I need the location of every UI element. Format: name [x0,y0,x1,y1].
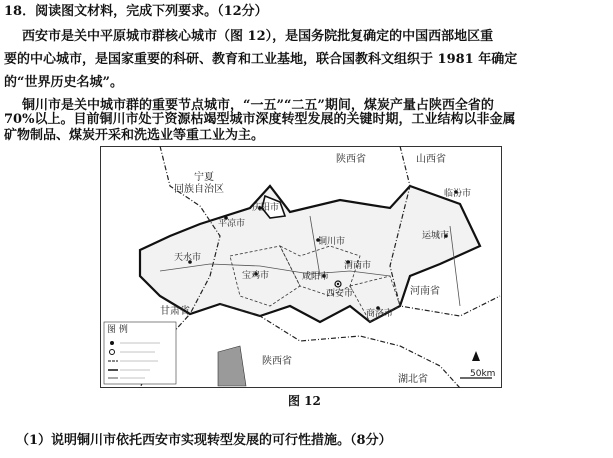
city-label: 平凉市 [218,219,246,229]
paragraph2-line1: 铜川市是关中城市群的重要节点城市，“一五”“二五”期间，煤炭产量占陕西全省的 [22,98,494,113]
city-label: 临汾市 [444,189,472,199]
question-header: 18．阅读图文材料，完成下列要求。（12分） [4,4,268,19]
province-label: 宁夏 [194,172,214,183]
province-label: 甘肃省 [160,306,190,317]
scale-label: 50km [470,369,496,379]
paragraph2-line2: 70%以上。目前铜川市处于资源枯竭型城市深度转型发展的关键时期，工业结构以非金属 [4,112,516,127]
city-label: 运城市 [422,231,450,241]
paragraph1-line3: 的“世界历史名城”。 [4,75,123,90]
city-label: 西安市 [326,289,354,299]
city-label: 天水市 [174,253,202,263]
paragraph1-line1: 西安市是关中平原城市群核心城市（图 12），是国务院批复确定的中国西部地区重 [22,29,494,44]
legend-title: 图 例 [107,325,128,335]
province-label: 陕西省 [262,356,292,367]
province-label: 河南省 [410,286,440,297]
paragraph1-line2: 要的中心城市，是国家重要的科研、教育和工业基地，联合国教科文组织于 1981 年确定 [4,52,518,67]
city-label: 商洛市 [366,309,394,319]
city-label: 庆阳市 [252,203,280,213]
figure-caption: 图 12 [288,394,321,408]
region-map [100,146,502,388]
province-label: 湖北省 [398,374,428,385]
city-label: 渭南市 [344,261,372,271]
sub-question: （1）说明铜川市依托西安市实现转型发展的可行性措施。（8分） [16,433,392,448]
city-label: 宝鸡市 [242,271,270,281]
paragraph2-line3: 矿物制品、煤炭开采和洗选业等重工业为主。 [4,128,265,143]
province-label: 陕西省 [336,154,366,165]
city-label: 咸阳市 [302,272,330,282]
city-label: 铜川市 [318,237,346,247]
province-label: 回族自治区 [174,184,224,195]
province-label: 山西省 [416,154,446,165]
